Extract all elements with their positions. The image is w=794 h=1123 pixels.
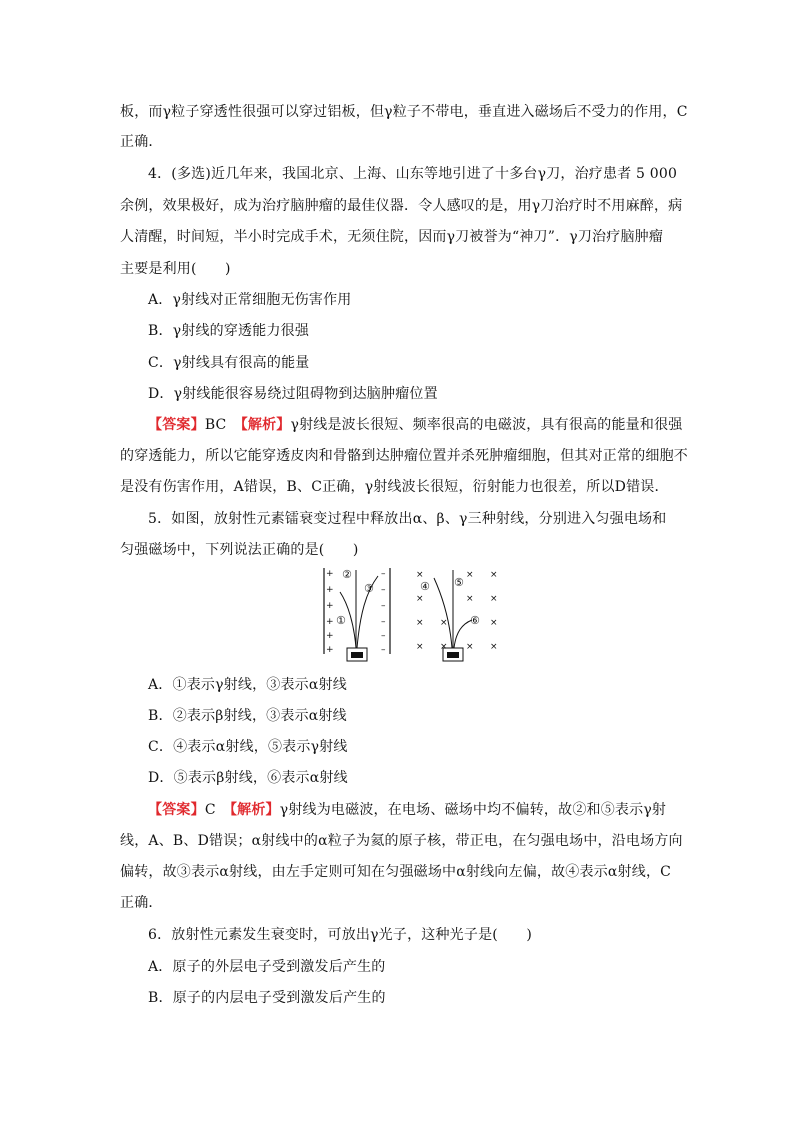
svg-text:×: ×	[490, 642, 498, 652]
label-2: ②	[342, 568, 352, 581]
question-5-stem: 5．如图，放射性元素镭衰变过程中释放出α、β、γ三种射线，分别进入匀强电场和	[148, 511, 667, 527]
svg-text:×: ×	[490, 618, 498, 628]
svg-text:×: ×	[440, 642, 448, 652]
minus-sign: –	[381, 645, 386, 655]
answer-value: BC	[204, 417, 241, 433]
text-line: 偏转，故③表示α射线，由左手定则可知在匀强磁场中α射线向左偏，故④表示α射线，C	[120, 864, 672, 880]
answer-tag: 【答案】	[148, 802, 205, 818]
option-b: B．γ射线的穿透能力很强	[148, 323, 310, 339]
svg-text:×: ×	[440, 618, 448, 628]
plus-sign: +	[326, 585, 334, 595]
plus-sign: +	[326, 617, 334, 627]
label-5: ⑤	[454, 576, 464, 589]
radium-source	[447, 652, 459, 658]
plus-sign: +	[326, 601, 334, 611]
option-a: A．①表示γ射线，③表示α射线	[148, 677, 347, 693]
svg-text:×: ×	[416, 570, 424, 580]
text-line: 正确．	[120, 134, 163, 150]
option-a: A．原子的外层电子受到激发后产生的	[148, 959, 386, 975]
svg-text:×: ×	[466, 594, 474, 604]
minus-sign: –	[381, 601, 386, 611]
svg-text:×: ×	[466, 570, 474, 580]
label-1: ①	[336, 614, 346, 627]
answer-value: C	[204, 802, 230, 818]
option-a: A．γ射线对正常细胞无伤害作用	[148, 292, 352, 308]
option-b: B．②表示β射线，③表示α射线	[148, 708, 347, 724]
question-4-stem: 4．(多选)近几年来，我国北京、上海、山东等地引进了十多台γ刀，治疗患者 5 000	[148, 166, 678, 182]
answer-5	[148, 800, 666, 820]
text-line: 的穿透能力，所以它能穿透皮肉和骨骼到达肿瘤位置并杀死肿瘤细胞，但其对正常的细胞不	[120, 448, 688, 464]
minus-sign: –	[381, 631, 386, 641]
option-c: C．④表示α射线，⑤表示γ射线	[148, 739, 348, 755]
option-c: C．γ射线具有很高的能量	[148, 355, 310, 371]
svg-text:×: ×	[416, 642, 424, 652]
text-line: 匀强磁场中，下列说法正确的是( )	[120, 542, 359, 558]
svg-text:×: ×	[466, 642, 474, 652]
radiation-figure	[320, 564, 500, 664]
svg-text:×: ×	[490, 570, 498, 580]
minus-sign: –	[381, 569, 386, 579]
text-line: 余例，效果极好，成为治疗脑肿瘤的最佳仪器．令人感叹的是，用γ刀治疗时不用麻醉，病	[120, 198, 683, 214]
analysis-tag: 【解析】	[240, 417, 291, 433]
option-b: B．原子的内层电子受到激发后产生的	[148, 990, 386, 1006]
text-line: 主要是利用( )	[120, 261, 231, 277]
plus-sign: +	[326, 631, 334, 641]
text-line: 是没有伤害作用，A错误，B、C正确，γ射线波长很短，衍射能力也很差，所以D错误．	[120, 479, 669, 495]
plus-sign: +	[326, 645, 334, 655]
answer-tag: 【答案】	[148, 417, 205, 433]
text-line: 正确．	[120, 895, 163, 911]
option-d: D．γ射线能很容易绕过阻碍物到达脑肿瘤位置	[148, 386, 438, 402]
label-6: ⑥	[470, 614, 480, 627]
ray-path-4	[434, 578, 452, 648]
svg-text:×: ×	[416, 594, 424, 604]
svg-text:×: ×	[490, 594, 498, 604]
label-3: ③	[364, 582, 374, 595]
analysis-tag: 【解析】	[229, 802, 280, 818]
minus-sign: –	[381, 617, 386, 627]
answer-4	[148, 415, 682, 435]
label-4: ④	[420, 580, 430, 593]
plus-sign: +	[326, 569, 334, 579]
text-line: 板，而γ粒子穿透性很强可以穿过铝板，但γ粒子不带电，垂直进入磁场后不受力的作用，C	[120, 104, 688, 120]
text-line: 人清醒，时间短，半小时完成手术，无须住院，因而γ刀被誉为“神刀”．γ刀治疗脑肿瘤	[120, 229, 664, 245]
svg-text:×: ×	[416, 618, 424, 628]
analysis-text: γ射线是波长很短、频率很高的电磁波，具有很高的能量和很强	[290, 417, 683, 433]
question-6-stem: 6．放射性元素发生衰变时，可放出γ光子，这种光子是( )	[148, 927, 532, 943]
minus-sign: –	[381, 585, 386, 595]
option-d: D．⑤表示β射线，⑥表示α射线	[148, 770, 348, 786]
text-line: 线，A、B、D错误；α射线中的α粒子为氦的原子核，带正电，在匀强电场中，沿电场方向	[120, 833, 683, 849]
radium-source	[351, 652, 363, 658]
analysis-text: γ射线为电磁波，在电场、磁场中均不偏转，故②和⑤表示γ射	[279, 802, 667, 818]
